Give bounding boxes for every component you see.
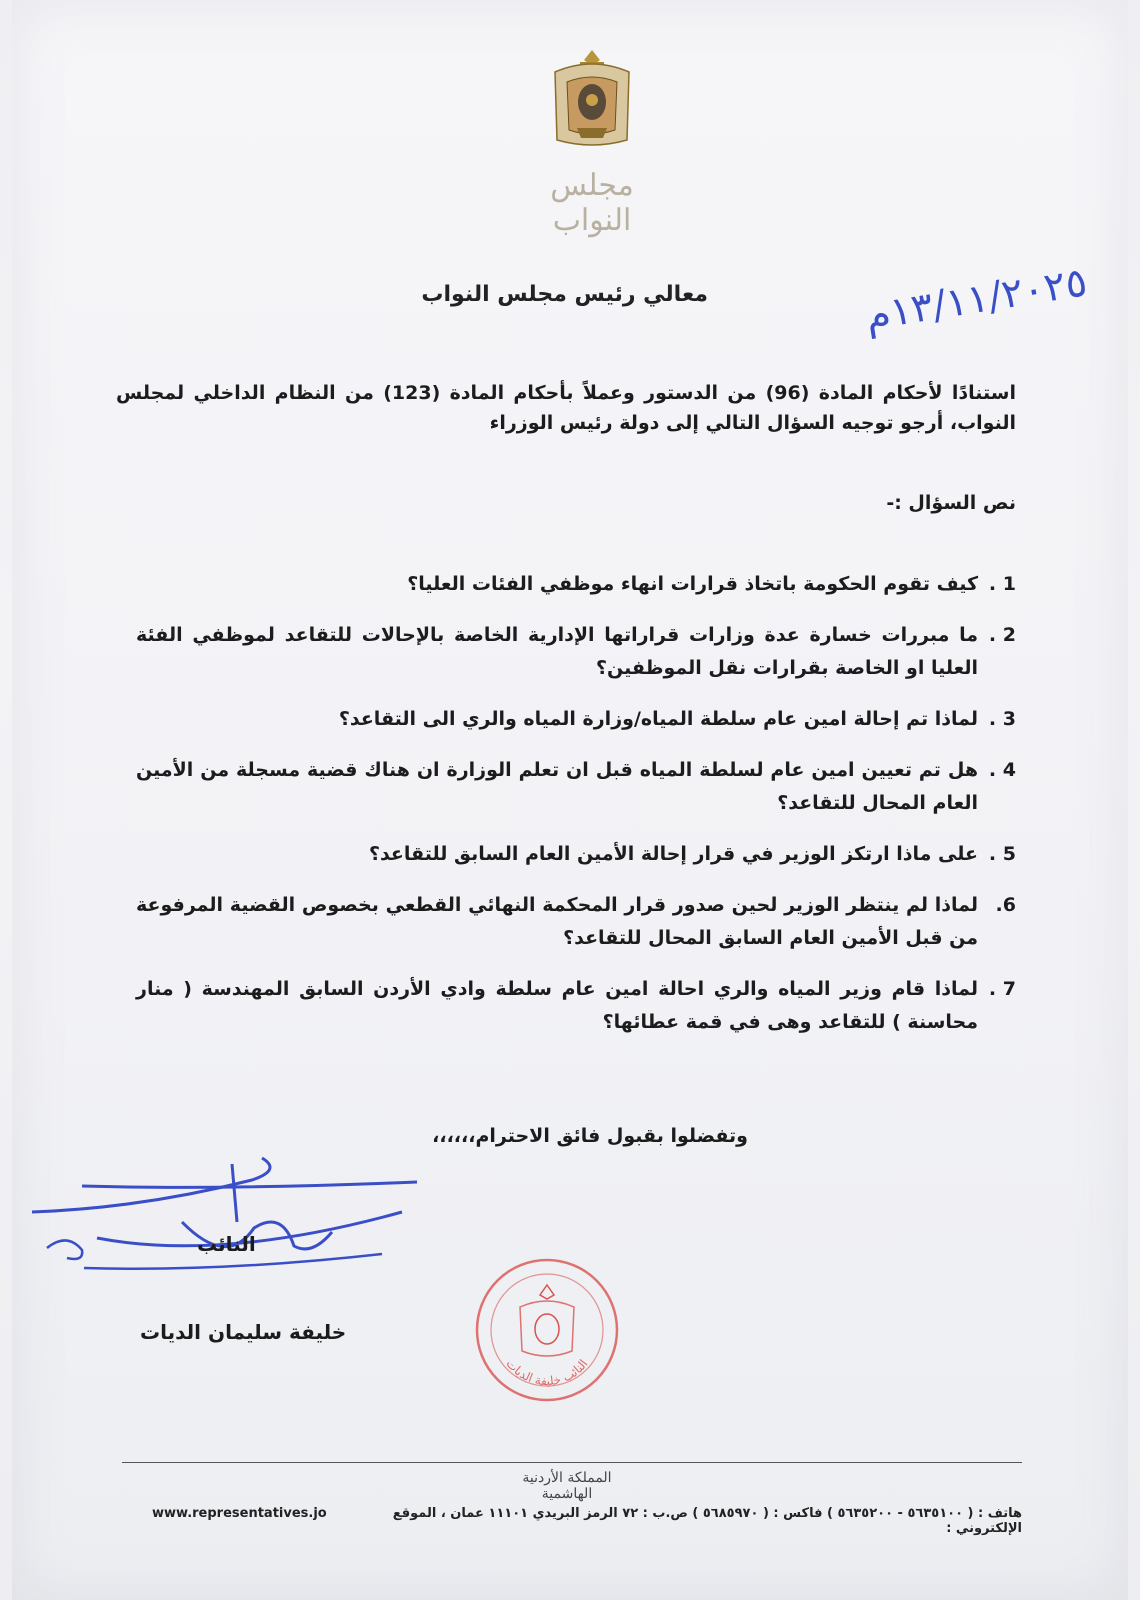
question-number: 6. [995,894,1016,916]
question-item [136,568,1016,601]
question-number: 7 . [988,978,1016,1000]
question-number: 5 . [988,843,1016,865]
country-mark: المملكة الأردنية الهاشمية [522,1470,612,1502]
question-text: ما مبررات خسارة عدة وزارات قراراتها الإدارية الخاصة بالإحالات للتقاعد لموظفي الفئة العليا او الخاصة بقرارات نقل الموظفين؟ [136,624,978,679]
footer-website-link[interactable]: www.representatives.jo [152,1506,327,1521]
seal-text: النائب خليفة الديات [503,1356,591,1389]
signatory-name: خليفة سليمان الديات [140,1320,347,1344]
official-seal-stamp [472,1255,622,1405]
question-item [136,889,1016,955]
question-number: 1 . [988,573,1016,595]
question-number: 4 . [988,759,1016,781]
question-item [136,838,1016,871]
handwritten-signature [22,1150,442,1290]
letter-page [12,0,1128,1600]
intro-paragraph: استنادًا لأحكام المادة (96) من الدستور وعملاً بأحكام المادة (123) من النظام الداخلي لمجلس النواب، أرجو توجيه السؤال التالي إلى دولة رئيس الوزراء [116,382,1016,434]
institution-logo-text: مجلس النواب [550,168,634,238]
question-text: كيف تقوم الحكومة باتخاذ قرارات انهاء موظفي الفئات العليا؟ [407,573,978,595]
question-item [136,754,1016,820]
question-text: لماذا لم ينتظر الوزير لحين صدور قرار المحكمة النهائي القطعي بخصوص القضية المرفوعة من قبل الأمين العام السابق المحال للتقاعد؟ [136,894,978,949]
question-item [136,703,1016,736]
footer-contact-line [152,1506,1022,1536]
footer-contact: هاتف : ( ٥٦٣٥١٠٠ - ٥٦٣٥٢٠٠ ) فاكس : ( ٥٦٨٥٩٧٠ ) ص.ب : ٧٢ الرمز البريدي ١١١٠١ عمان ، الموقع الإلكتروني : [392,1506,1022,1536]
question-number: 3 . [988,708,1016,730]
question-text: هل تم تعيين امين عام لسلطة المياه قبل ان تعلم الوزارة ان هناك قضية مسجلة من الأمين العام المحال للتقاعد؟ [136,759,978,814]
handwritten-date: ١٣/١١/٢٠٢٥م [862,259,1091,340]
question-number: 2 . [988,624,1016,646]
signatory-title: النائب [197,1232,256,1256]
question-item [136,973,1016,1039]
svg-text:النائب خليفة الديات [503,1356,590,1388]
question-list [136,568,1016,1057]
question-heading: نص السؤال :- [886,492,1016,514]
coat-of-arms-logo [547,42,637,152]
footer-divider [122,1462,1022,1463]
addressee-line: معالي رئيس مجلس النواب [421,282,708,307]
question-item [136,619,1016,685]
question-text: على ماذا ارتكز الوزير في قرار إحالة الأمين العام السابق للتقاعد؟ [368,843,978,865]
question-text: لماذا قام وزير المياه والري احالة امين عام سلطة وادي الأردن السابق المهندسة ( منار محاسنة ) للتقاعد وهى في قمة عطائها؟ [136,978,978,1033]
closing-line: وتفضلوا بقبول فائق الاحترام،،،،،، [432,1125,748,1147]
question-text: لماذا تم إحالة امين عام سلطة المياه/وزارة المياه والري الى التقاعد؟ [338,708,978,730]
